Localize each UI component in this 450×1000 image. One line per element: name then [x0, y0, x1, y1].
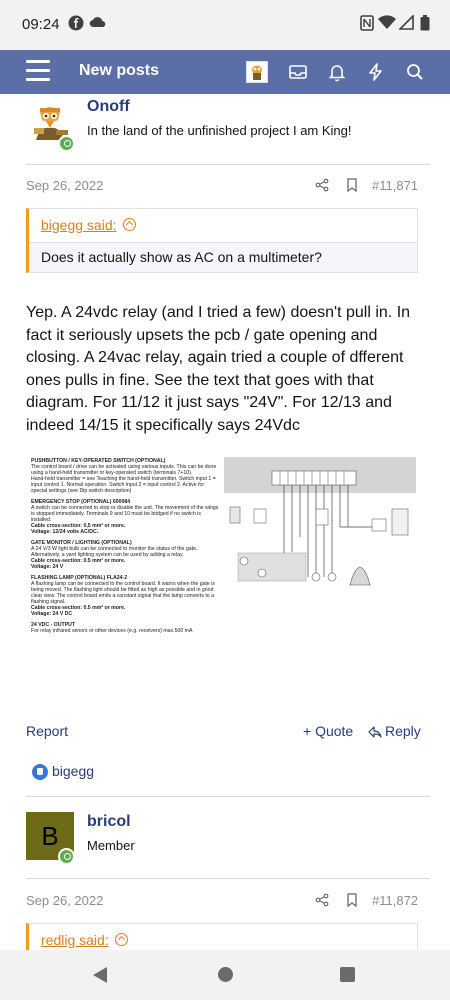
jump-to-quote-icon[interactable] — [115, 933, 128, 946]
online-status-icon — [58, 848, 75, 865]
nfc-icon — [360, 15, 374, 31]
attachment-paragraph: A switch can be connected to stop or disable the unit. The movement of the wings is stopped immediately. Terminals 9 and 10 must be bridged if no switch is installed. — [31, 505, 219, 523]
online-status-icon — [58, 135, 75, 152]
jump-to-quote-icon[interactable] — [123, 218, 136, 231]
wifi-icon — [378, 15, 396, 30]
attachment-heading: EMERGENCY STOP (OPTIONAL) 600084 — [31, 499, 131, 505]
quote-block — [26, 208, 418, 273]
quote-button[interactable]: + Quote — [303, 723, 354, 739]
attachment-heading: GATE MONITOR / LIGHTING (OPTIONAL) — [31, 540, 132, 546]
bell-icon[interactable] — [327, 62, 347, 82]
attachment-paragraph: For relay infrared senors or other devices (e.g. receivers) max.500 mA — [31, 628, 193, 634]
attachment-paragraph: A flashing lamp can be connected to the control board. It warns when the gate is being moved. The flashing light should be fitted as high as possible and in good clear view. The control board emits a constant signal that the lamp converts to a flashing signal. — [31, 581, 215, 605]
post-number[interactable]: #11,871 — [372, 178, 419, 193]
menu-icon[interactable] — [26, 60, 50, 82]
wiring-diagram — [224, 457, 416, 597]
share-icon[interactable] — [315, 893, 329, 907]
attachment-paragraph: The control board / drive can be activated using various inputs. This can be done using a hand-held transmitter or key-operated switch (terminals 7+10). — [31, 464, 217, 476]
status-time: 09:24 — [22, 16, 60, 33]
quote-block — [26, 923, 418, 950]
signal-icon — [399, 15, 414, 30]
report-link[interactable]: Report — [26, 723, 69, 739]
attachment-spec: Cable cross-section: 0.5 mm² or more. — [31, 605, 126, 611]
search-icon[interactable] — [405, 62, 425, 82]
post-date[interactable]: Sep 26, 2022 — [26, 893, 104, 908]
quote-author[interactable]: redlig said: — [41, 932, 109, 948]
post-separator — [26, 796, 430, 797]
quote-author[interactable]: bigegg said: — [41, 217, 117, 233]
bolt-icon[interactable] — [366, 62, 386, 82]
cloud-icon — [89, 15, 107, 29]
share-icon[interactable] — [315, 178, 329, 192]
user-title: Member — [87, 838, 135, 853]
status-bar — [0, 0, 450, 50]
battery-icon — [420, 15, 430, 31]
user-title: In the land of the unfinished project I am King! — [87, 123, 352, 138]
reaction-user[interactable]: bigegg — [52, 763, 95, 779]
back-icon[interactable] — [93, 967, 107, 983]
attachment-heading: PUSHBUTTON / KEY-OPERATED SWITCH (OPTIONAL) — [31, 458, 166, 464]
reply-icon[interactable] — [368, 725, 382, 739]
attachment-paragraph: A 24 V/3 W light bulb can be connected to monitor the status of the gate. Alternatively, a yard lighting system can be used by adding a relay. — [31, 546, 198, 558]
avatar[interactable]: B — [26, 812, 74, 860]
home-icon[interactable] — [218, 967, 233, 982]
attachment-paragraph: Hand-held transmitter = see Teaching the hand-held transmitter. Switch input 1 = input control 1. Normal operation. Switch input 2 = input control 2. Active for special settings (see Dip switch description) — [31, 476, 216, 494]
divider — [26, 878, 430, 879]
app-header — [0, 50, 450, 94]
attachment-spec: Voltage: 24 V — [31, 564, 64, 570]
quote-text: Does it actually show as AC on a multimeter? — [29, 242, 417, 272]
bookmark-icon[interactable] — [345, 893, 359, 907]
post-body: Yep. A 24vdc relay (and I tried a few) doesn't pull in. In fact it seriously upsets the pcb / gate opening and closing. A 24vac relay, again tried a couple of dfferent ones pulls in fine. See the text that goes with that diagram. For 11/12 it just says "24V". For 12/13 and indeed 14/15 it specifically says 24Vdc — [26, 304, 411, 434]
post-number[interactable]: #11,872 — [372, 893, 419, 908]
attachment-heading: 24 VDC - OUTPUT — [31, 622, 76, 628]
recents-icon[interactable] — [340, 967, 355, 982]
reply-button[interactable]: Reply — [385, 723, 421, 739]
inbox-icon[interactable] — [288, 62, 308, 82]
quote-header[interactable] — [29, 209, 417, 242]
bookmark-icon[interactable] — [345, 178, 359, 192]
post-date[interactable]: Sep 26, 2022 — [26, 178, 104, 193]
quote-header[interactable] — [29, 924, 417, 950]
attachment-heading: FLASHING LAMP (OPTIONAL) FLA24-2 — [31, 575, 128, 581]
attachment-spec: Voltage: 12/24 volts AC/DC. — [31, 529, 99, 535]
post-username[interactable]: Onoff — [87, 98, 130, 115]
divider — [26, 164, 430, 165]
attachment-spec: Cable cross-section: 0.5 mm² or more. — [31, 558, 126, 564]
post-username[interactable]: bricol — [87, 813, 131, 830]
attachment-image[interactable] — [26, 454, 419, 702]
page-title: New posts — [79, 62, 160, 79]
facebook-icon — [68, 15, 84, 31]
attachment-text — [31, 458, 221, 639]
user-avatar[interactable] — [246, 61, 268, 83]
attachment-spec: Voltage: 24 V DC — [31, 611, 73, 617]
like-reaction-icon[interactable] — [32, 764, 48, 780]
attachment-spec: Cable cross-section: 0,5 mm² or more. — [31, 523, 126, 529]
